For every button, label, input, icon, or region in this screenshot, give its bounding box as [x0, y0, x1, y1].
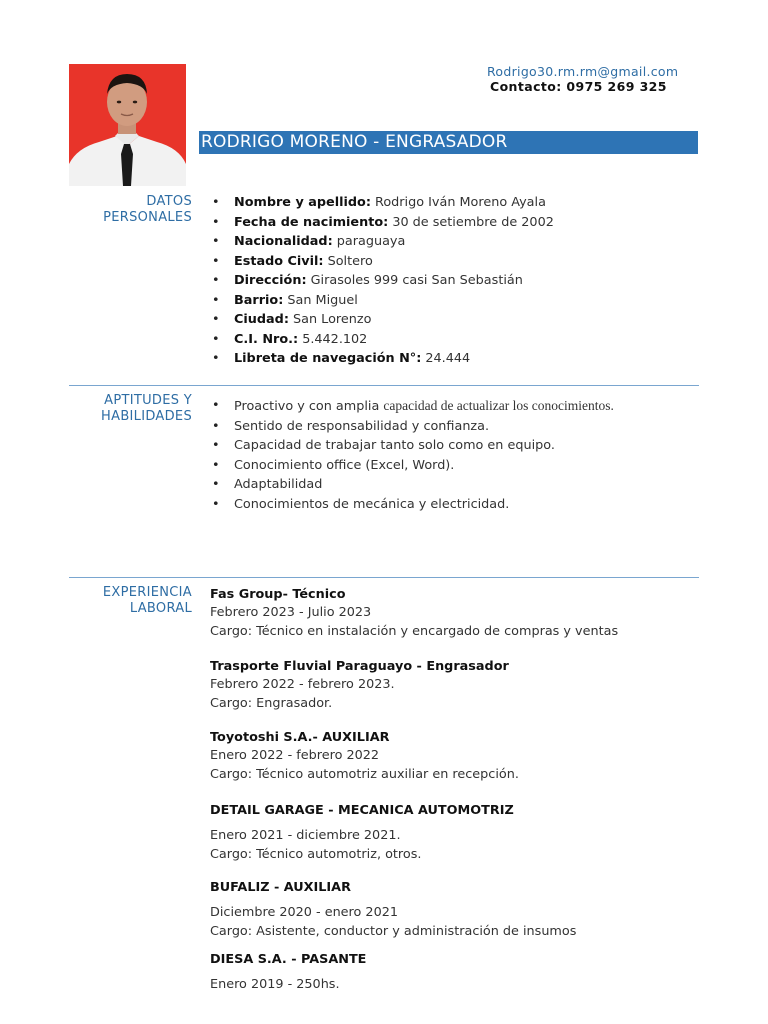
list-item	[212, 396, 614, 417]
section-label-line: LABORAL	[129, 601, 192, 616]
field-key: Fecha de nacimiento:	[234, 214, 389, 230]
list-item	[212, 436, 614, 456]
skill-text: Capacidad de trabajar tanto solo como en equipo.	[234, 438, 555, 453]
list-item	[212, 456, 614, 476]
list-item	[212, 475, 614, 495]
job-entry	[210, 802, 514, 864]
job-entry	[210, 658, 509, 713]
list-item	[212, 310, 554, 330]
section-label-experience	[103, 585, 192, 617]
field-key: Barrio:	[234, 292, 284, 308]
list-item	[212, 271, 554, 291]
skill-text: Proactivo y con amplia	[234, 399, 384, 414]
job-period: Enero 2021 - diciembre 2021.	[210, 828, 401, 843]
section-label-line: HABILIDADES	[101, 409, 192, 424]
section-label-line: DATOS	[146, 194, 192, 209]
list-item	[212, 330, 554, 350]
field-value: paraguaya	[332, 234, 406, 249]
field-key: Ciudad:	[234, 312, 289, 327]
job-role: Cargo: Técnico automotriz, otros.	[210, 846, 422, 862]
job-role: Cargo: Asistente, conductor y administración de insumos	[210, 923, 577, 939]
job-entry	[210, 879, 576, 941]
job-period: Febrero 2023 - Julio 2023	[210, 605, 372, 620]
job-role: Cargo: Técnico en instalación y encargado de compras y ventas	[210, 623, 619, 639]
section-label-personal	[103, 194, 192, 226]
field-key: Nombre y apellido:	[234, 195, 371, 210]
list-item	[212, 417, 614, 437]
skill-text: Adaptabilidad	[234, 477, 323, 492]
field-key: Dirección:	[234, 273, 307, 288]
list-item	[212, 232, 554, 252]
skills-list	[212, 396, 614, 514]
list-item	[212, 193, 554, 213]
list-item	[212, 291, 554, 311]
skill-text: Conocimientos de mecánica y electricidad.	[234, 496, 510, 512]
field-value: Soltero	[323, 253, 373, 269]
job-title: Fas Group- Técnico	[210, 587, 346, 602]
section-label-line: PERSONALES	[103, 210, 192, 225]
list-item	[212, 495, 614, 515]
field-value: 24.444	[421, 351, 471, 366]
field-value: Girasoles 999 casi San Sebastián	[306, 273, 523, 288]
skill-text: Sentido de responsabilidad y confianza.	[234, 418, 490, 434]
section-label-skills	[101, 393, 192, 425]
field-value: San Miguel	[283, 292, 358, 308]
name-title-bar: RODRIGO MORENO - ENGRASADOR	[199, 131, 698, 154]
list-item	[212, 252, 554, 272]
person-portrait-icon	[69, 64, 186, 186]
field-value: 5.442.102	[298, 331, 368, 347]
field-value: Rodrigo Iván Moreno Ayala	[370, 195, 546, 210]
list-item	[212, 349, 554, 369]
personal-info-list	[212, 193, 554, 369]
field-key: Nacionalidad:	[234, 234, 333, 249]
contact-phone: Contacto: 0975 269 325	[490, 79, 667, 94]
job-title: DETAIL GARAGE - MECANICA AUTOMOTRIZ	[210, 803, 514, 818]
job-entry	[210, 951, 366, 995]
job-period: Enero 2022 - febrero 2022	[210, 748, 380, 763]
job-entry	[210, 586, 618, 641]
section-divider	[69, 385, 699, 386]
email-link[interactable]: Rodrigo30.rm.rm@gmail.com	[487, 64, 679, 79]
field-value: 30 de setiembre de 2002	[388, 214, 554, 230]
job-title: DIESA S.A. - PASANTE	[210, 952, 367, 967]
skill-text: Conocimiento office (Excel, Word).	[234, 457, 455, 473]
job-period: Enero 2019 - 250hs.	[210, 977, 340, 992]
job-title: Trasporte Fluvial Paraguayo - Engrasador	[210, 659, 509, 674]
job-entry	[210, 729, 519, 784]
job-role: Cargo: Técnico automotriz auxiliar en recepción.	[210, 766, 519, 782]
job-title: Toyotoshi S.A.- AUXILIAR	[210, 730, 390, 745]
job-role: Cargo: Engrasador.	[210, 695, 333, 711]
profile-photo	[69, 64, 186, 186]
job-title: BUFALIZ - AUXILIAR	[210, 880, 351, 895]
field-key: Libreta de navegación N°:	[234, 351, 422, 366]
section-label-line: EXPERIENCIA	[102, 585, 192, 600]
field-value: San Lorenzo	[288, 312, 372, 327]
job-period: Febrero 2022 - febrero 2023.	[210, 677, 395, 692]
field-key: C.I. Nro.:	[234, 331, 299, 347]
section-label-line: APTITUDES Y	[104, 393, 192, 408]
skill-text-serif: capacidad de actualizar los conocimientos.	[383, 398, 614, 413]
job-period: Diciembre 2020 - enero 2021	[210, 905, 399, 920]
section-divider	[69, 577, 699, 578]
list-item	[212, 213, 554, 233]
field-key: Estado Civil:	[234, 253, 324, 269]
